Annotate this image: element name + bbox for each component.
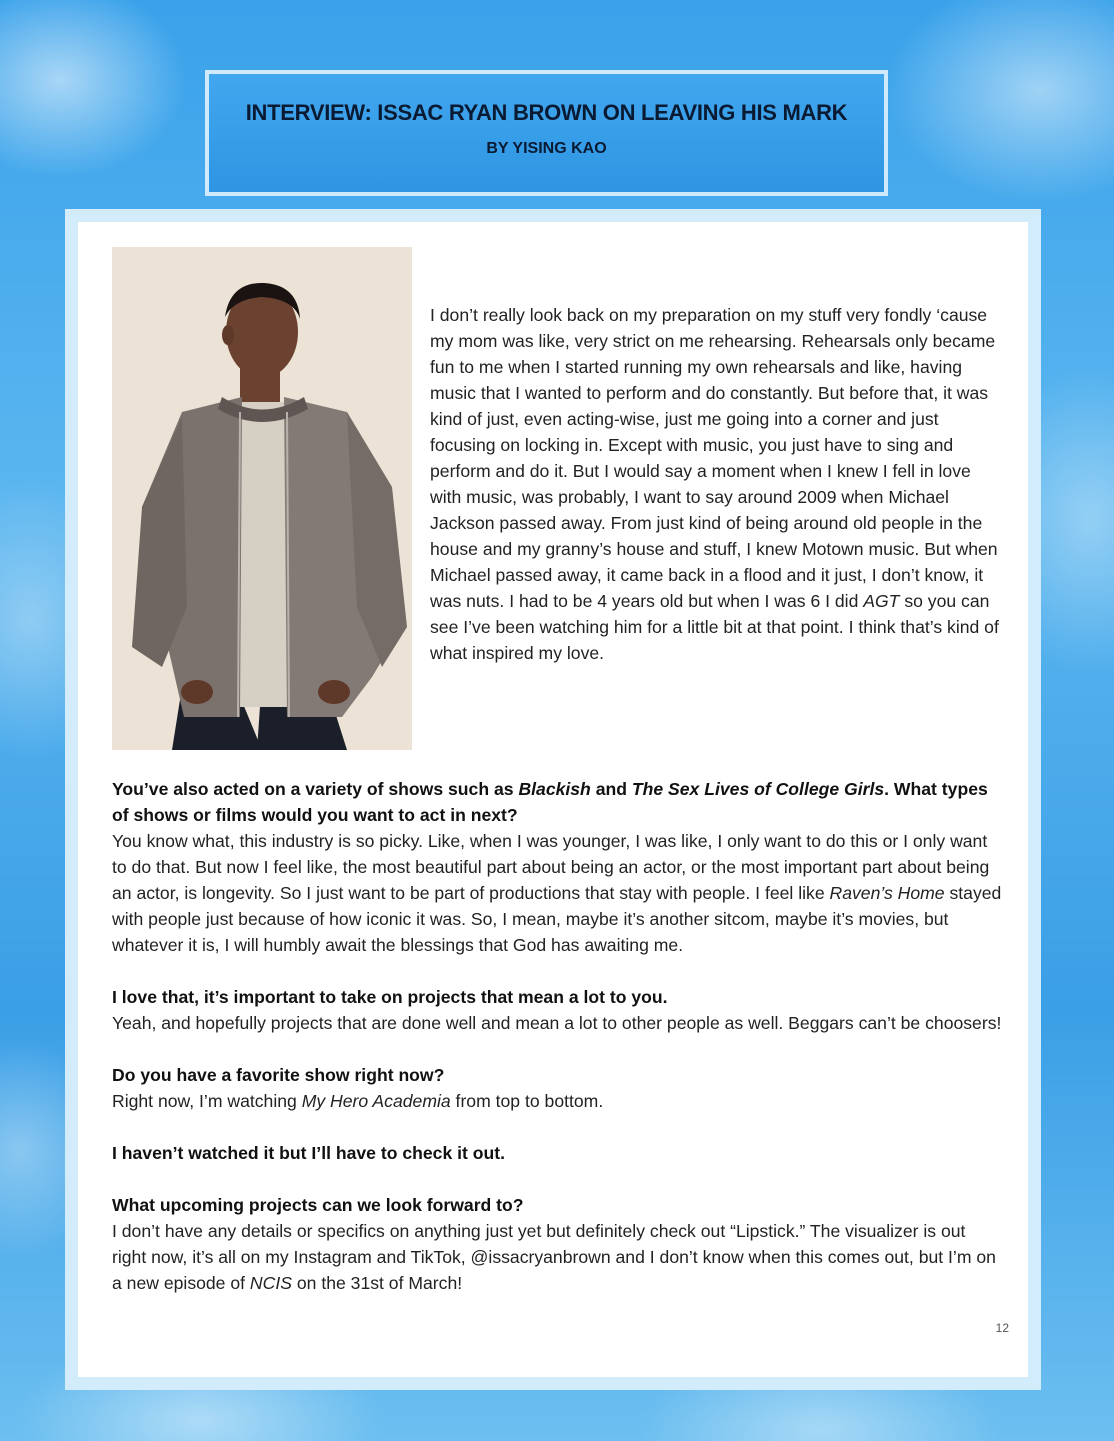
answer-3-text-c: from top to bottom. bbox=[450, 1091, 604, 1111]
title-box bbox=[205, 70, 888, 196]
article-title: INTERVIEW: ISSAC RYAN BROWN ON LEAVING HIS MARK bbox=[245, 100, 848, 125]
spacer bbox=[112, 1166, 1002, 1192]
spacer bbox=[112, 1036, 1002, 1062]
portrait-photo bbox=[112, 247, 412, 750]
question-3: Do you have a favorite show right now? bbox=[112, 1065, 445, 1085]
intro-text-2: so you can see I’ve been watching him for a little bit at that point. I think that’s kind of what inspired my love. bbox=[430, 591, 999, 663]
question-1-show-sex-lives: The Sex Lives of College Girls bbox=[631, 779, 885, 799]
question-5: What upcoming projects can we look forward to? bbox=[112, 1195, 524, 1215]
answer-3 bbox=[112, 1088, 1002, 1114]
answer-5-text-a: I don’t have any details or specifics on anything just yet but definitely check out “Lipstick.” The visualizer is out right now, it’s all on my Instagram and TikTok, @issacryanbrown and I don’t know when this comes out, but I’m on a new episode of bbox=[112, 1221, 996, 1293]
answer-5-show-ncis: NCIS bbox=[249, 1273, 292, 1293]
question-1 bbox=[112, 776, 1002, 828]
answer-3-text-a: Right now, I’m watching bbox=[112, 1091, 302, 1111]
intro-text-1: I don’t really look back on my preparation on my stuff very fondly ‘cause my mom was like, very strict on me rehearsing. Rehearsals only became fun to me when I started running my own rehearsals and like, having music that I wanted to perform and do constantly. But before that, it was kind of just, even acting-wise, just me going into a corner and just focusing on locking in. Except with music, you just have to sing and perform and do it. But I would say a moment when I knew I fell in love with music, was probably, I want to say around 2009 when Michael Jackson passed away. From just kind of being around old people in the house and my granny’s house and stuff, I knew Motown music. But when Michael passed away, it came back in a flood and it just, I don’t know, it was nuts. I had to be 4 years old but when I was 6 I did bbox=[430, 305, 998, 611]
article-frame bbox=[65, 209, 1041, 1390]
question-1-show-blackish: Blackish bbox=[518, 779, 591, 799]
question-1-text-e: . What types of shows or films would you want to act in next? bbox=[112, 779, 988, 825]
spacer bbox=[112, 1114, 1002, 1140]
answer-2: Yeah, and hopefully projects that are done well and mean a lot to other people as well. Beggars can’t be choosers! bbox=[112, 1013, 1002, 1033]
question-1-text-a: You’ve also acted on a variety of shows such as bbox=[112, 779, 519, 799]
answer-1-show-ravens-home: Raven’s Home bbox=[829, 883, 945, 903]
answer-1-text-c: stayed with people just because of how iconic it was. So, I mean, maybe it’s another sitcom, maybe it’s movies, but whatever it is, I will humbly await the blessings that God has awaiting me. bbox=[112, 883, 1002, 955]
answer-5-text-c: on the 31st of March! bbox=[291, 1273, 463, 1293]
portrait-illustration bbox=[112, 247, 412, 750]
spacer bbox=[112, 958, 1002, 984]
answer-5 bbox=[112, 1218, 1002, 1296]
page-number: 12 bbox=[995, 1321, 1009, 1335]
question-2: I love that, it’s important to take on projects that mean a lot to you. bbox=[112, 987, 668, 1007]
byline: BY YISING KAO bbox=[486, 140, 607, 157]
question-1-text-c: and bbox=[590, 779, 632, 799]
intro-title-agt: AGT bbox=[863, 591, 900, 611]
answer-1-text-a: You know what, this industry is so picky. Like, when I was younger, I was like, I only want to do this or I only want to do that. But now I feel like, the most beautiful part about being an actor, or the most important part about being an actor, is longevity. So I just want to be part of productions that stay with people. I feel like bbox=[112, 831, 990, 903]
article-card bbox=[78, 222, 1028, 1377]
answer-1 bbox=[112, 828, 1002, 958]
question-4: I haven’t watched it but I’ll have to check it out. bbox=[112, 1143, 505, 1163]
interview-body bbox=[112, 776, 1002, 1296]
intro-answer bbox=[430, 302, 1000, 666]
answer-3-show-mha: My Hero Academia bbox=[301, 1091, 451, 1111]
